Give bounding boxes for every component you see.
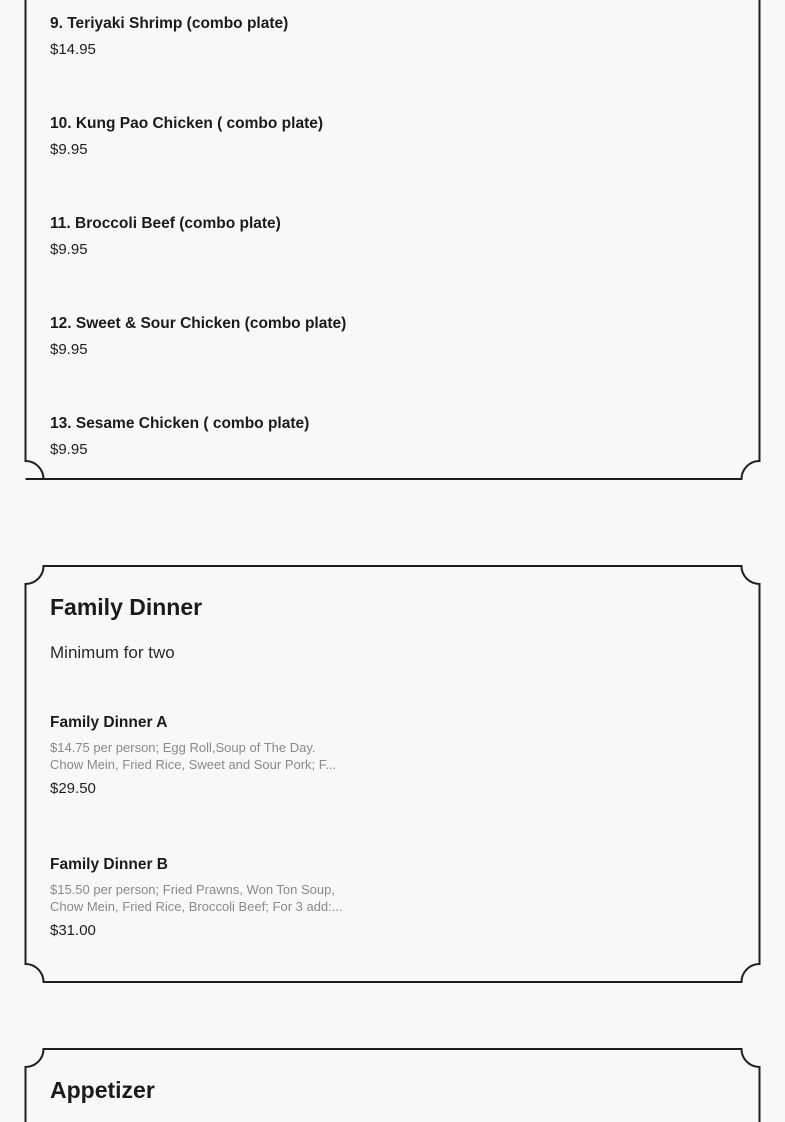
menu-item[interactable] (50, 14, 450, 60)
menu-item[interactable] (50, 314, 450, 360)
menu-item-price: $29.50 (50, 780, 96, 797)
menu-item-price: $9.95 (50, 441, 88, 458)
menu-item-name: 13. Sesame Chicken ( combo plate) (50, 415, 310, 432)
menu-item-description-line: $14.75 per person; Egg Roll,Soup of The Day. (50, 740, 316, 755)
menu-item[interactable] (50, 214, 450, 260)
section-title: Family Dinner (50, 594, 203, 620)
menu-item-name: 10. Kung Pao Chicken ( combo plate) (50, 115, 324, 132)
menu-item-price: $31.00 (50, 922, 96, 939)
menu-item-description-line: Chow Mein, Fried Rice, Sweet and Sour Pork; F... (50, 757, 337, 772)
menu-item[interactable] (50, 713, 450, 799)
menu-item-name: 12. Sweet & Sour Chicken (combo plate) (50, 315, 347, 332)
menu-item[interactable] (50, 114, 450, 160)
menu-item-price: $9.95 (50, 241, 88, 258)
menu-item-name: Family Dinner A (50, 714, 168, 731)
menu-item-price: $14.95 (50, 41, 96, 58)
menu-item-description-line: Chow Mein, Fried Rice, Broccoli Beef; For 3 add:... (50, 899, 343, 914)
family-dinner-section (25, 565, 760, 985)
section-title: Appetizer (50, 1077, 155, 1103)
menu-item-name: 9. Teriyaki Shrimp (combo plate) (50, 15, 289, 32)
menu-item-price: $9.95 (50, 341, 88, 358)
menu-item-description (50, 739, 350, 773)
menu-item-description-line: $15.50 per person; Fried Prawns, Won Ton Soup, (50, 882, 335, 897)
menu-item[interactable] (50, 855, 450, 941)
menu-item-name: 11. Broccoli Beef (combo plate) (50, 215, 281, 232)
section-subtitle: Minimum for two (50, 643, 175, 662)
menu-item-name: Family Dinner B (50, 856, 168, 873)
menu-item-price: $9.95 (50, 141, 88, 158)
menu-item[interactable] (50, 414, 450, 460)
combo-plate-section (25, 0, 760, 501)
appetizer-section (25, 1048, 760, 1122)
menu-item-description (50, 881, 350, 915)
